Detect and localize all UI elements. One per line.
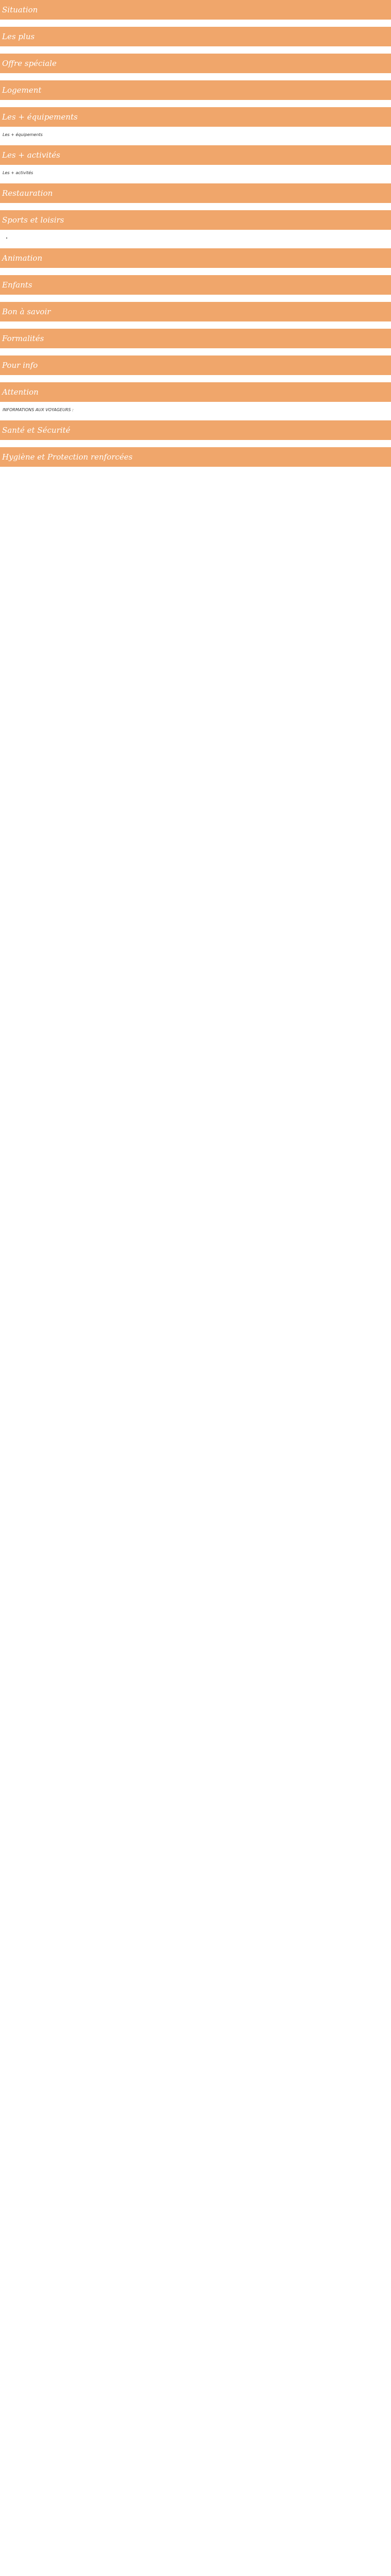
section-title-sports: Sports et loisirs (0, 210, 391, 230)
section-title-bon-a-savoir: Bon à savoir (0, 302, 391, 321)
section-equipements (0, 107, 391, 138)
section-sports (0, 210, 391, 241)
section-title-hygiene: Hygiène et Protection renforcées (0, 447, 391, 467)
section-les-plus (0, 27, 391, 46)
section-enfants (0, 275, 391, 295)
section-title-activites: Les + activités (0, 145, 391, 165)
equipements-text: Les + équipements (3, 132, 43, 137)
section-title-equipements: Les + équipements (0, 107, 391, 127)
section-pour-info (0, 355, 391, 375)
section-sante (0, 420, 391, 440)
section-title-offre-speciale: Offre spéciale (0, 54, 391, 73)
section-title-sante: Santé et Sécurité (0, 420, 391, 440)
section-formalites (0, 329, 391, 348)
attention-footer: INFORMATIONS AUX VOYAGEURS : (3, 408, 74, 412)
activites-text: Les + activités (3, 171, 34, 175)
section-restauration (0, 183, 391, 203)
section-title-enfants: Enfants (0, 275, 391, 295)
section-title-pour-info: Pour info (0, 355, 391, 375)
section-title-situation: Situation (0, 0, 391, 20)
section-title-attention: Attention (0, 382, 391, 402)
section-bon-a-savoir (0, 302, 391, 321)
section-title-formalites: Formalités (0, 329, 391, 348)
section-offre-speciale (0, 54, 391, 73)
section-activites (0, 145, 391, 176)
section-logement (0, 80, 391, 100)
section-animation (0, 248, 391, 268)
section-title-logement: Logement (0, 80, 391, 100)
section-title-animation: Animation (0, 248, 391, 268)
section-attention (0, 382, 391, 413)
section-title-les-plus: Les plus (0, 27, 391, 46)
section-situation (0, 0, 391, 20)
section-hygiene (0, 447, 391, 467)
section-title-restauration: Restauration (0, 183, 391, 203)
sports-heading (12, 235, 388, 241)
